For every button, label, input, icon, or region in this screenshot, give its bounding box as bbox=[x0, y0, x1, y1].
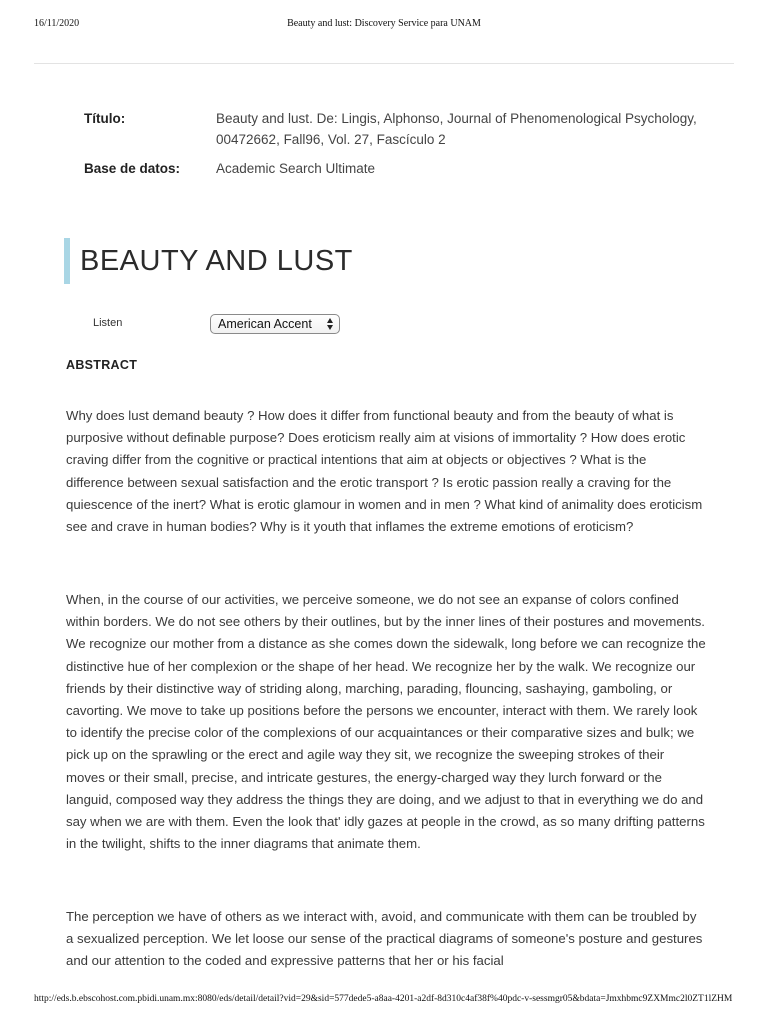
database-label: Base de datos: bbox=[84, 161, 181, 176]
accent-selected-value: American Accent bbox=[218, 317, 312, 331]
article-title-block bbox=[64, 238, 353, 284]
body-paragraph: When, in the course of our activities, we perceive someone, we do not see an expanse of colors confined within borders. We do not see others by their outlines, but by the inner lines of their postures and movements. We recognize our mother from a distance as she comes down the sidewalk, long before we can recognize the distinctive hue of her complexion or the shape of her head. We recognize her by the walk. We recognize our friends by their distinctive way of striding along, marching, parading, flouncing, sashaying, gamboling, or cavorting. We move to take up positions before the persons we encounter, interact with them. We rarely look to identify the precise color of the complexions of our acquaintances or their comparative sizes and bulk; we pick up on the sprawling or the erect and agile way they sit, we recognize the sweeping strokes of their moves or their small, precise, and intricate gestures, the energy-charged way they lurch forward or the languid, composed way they address the things they are doing, and we adjust to that in everything we do and say when we are with them. Even the look that' idly gazes at people in the crowd, as so many drifting patterns in the twilight, shifts to the inner diagrams that animate them. bbox=[66, 592, 706, 852]
metadata-row-database bbox=[84, 158, 704, 179]
accent-select[interactable] bbox=[210, 314, 340, 334]
metadata-row-title bbox=[84, 108, 704, 150]
header-divider bbox=[34, 63, 734, 64]
record-metadata bbox=[84, 108, 704, 187]
print-footer-url: http://eds.b.ebscohost.com.pbidi.unam.mx:8080/eds/detail/detail?vid=29&sid=577dede5-a8aa-4201-a2df-8d310c4af38f%40pdc-v-sessmgr05&bdata=Jmxhbmc9ZXMmc2l0ZT1lZHM bbox=[34, 994, 733, 1004]
listen-controls bbox=[93, 314, 353, 336]
title-label: Título: bbox=[84, 111, 126, 126]
print-page-title: Beauty and lust: Discovery Service para UNAM bbox=[287, 18, 481, 29]
database-value: Academic Search Ultimate bbox=[216, 161, 376, 176]
title-value: Beauty and lust. De: Lingis, Alphonso, Journal of Phenomenological Psychology, 00472662, Fall96, Vol. 27, Fascículo 2 bbox=[216, 111, 697, 147]
print-date: 16/11/2020 bbox=[34, 18, 80, 29]
select-arrows-icon bbox=[327, 318, 334, 330]
print-header bbox=[0, 18, 768, 32]
body-paragraph: The perception we have of others as we interact with, avoid, and communicate with them can be troubled by a sexualized perception. We let loose our sense of the practical diagrams of someone's posture and gestures and our attention to the coded and expressive patterns that her or his facial bbox=[66, 909, 703, 969]
abstract-heading: ABSTRACT bbox=[66, 358, 138, 372]
abstract-paragraph: Why does lust demand beauty ? How does it differ from functional beauty and from the beauty of what is purposive without definable purpose? Does eroticism really aim at visions of immortality ? How does erotic craving differ from the cognitive or practical intentions that aim at objects or objectives ? What is the difference between sexual satisfaction and the erotic transport ? Is erotic passion really a craving for the quiescence of the inert? What is erotic glamour in women and in men ? What kind of animality does eroticism see and crave in human bodies? Why is it youth that inflames the extreme emotions of eroticism? bbox=[66, 408, 703, 535]
listen-label: Listen bbox=[93, 317, 123, 329]
article-title: BEAUTY AND LUST bbox=[80, 245, 353, 277]
